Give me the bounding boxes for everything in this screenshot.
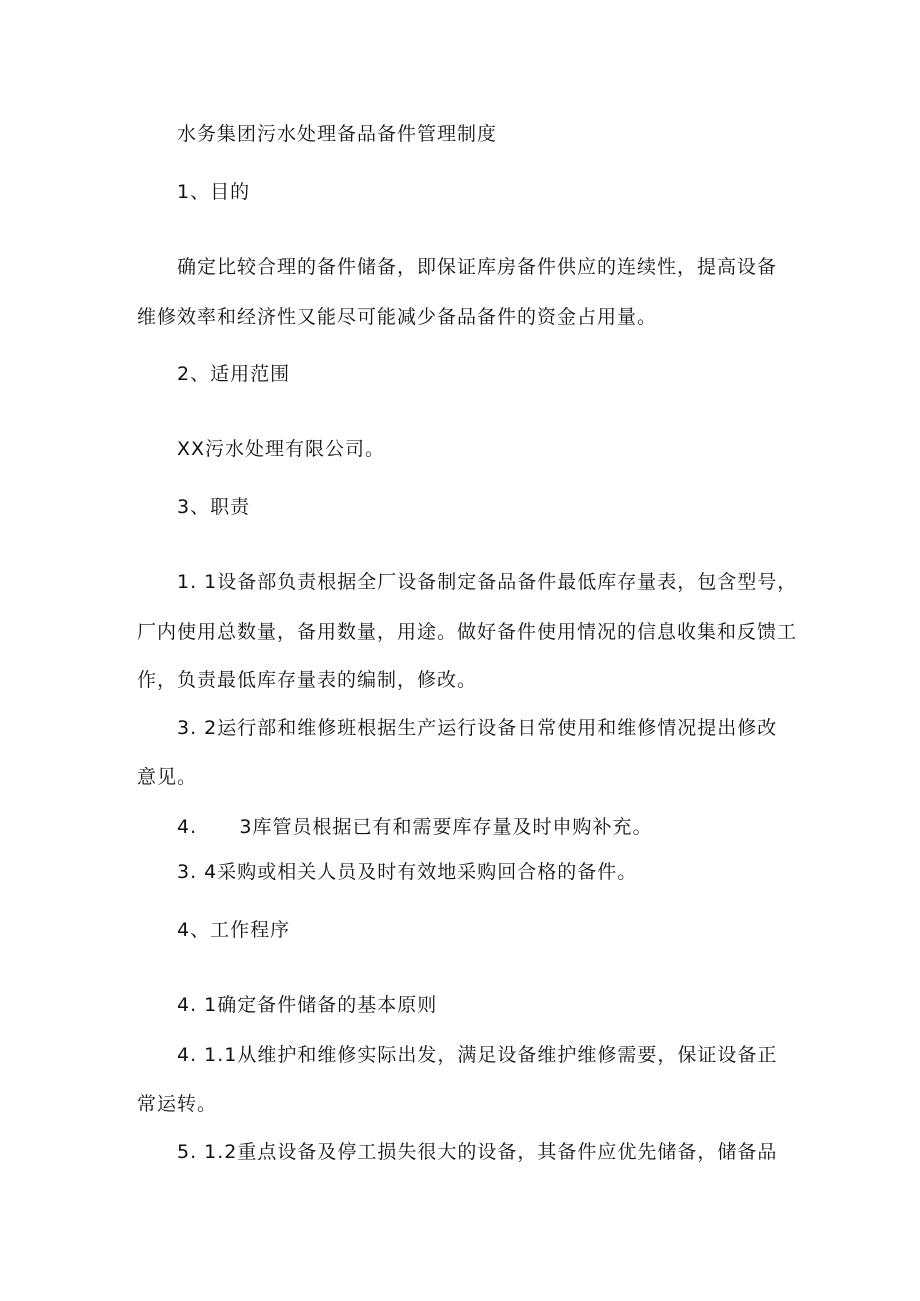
section-1-body-line-2: 维修效率和经济性又能尽可能减少备品备件的资金占用量。	[137, 306, 658, 328]
section-3-heading: 3、职责	[177, 496, 251, 518]
section-2-heading: 2、适用范围	[177, 363, 291, 385]
section-3-item-1-line-3: 作，负责最低库存量表的编制，修改。	[137, 669, 478, 691]
section-2-body: XX污水处理有限公司。	[177, 438, 386, 460]
section-4-sub-1-1-line-1: 4. 1.1从维护和维修实际出发，满足设备维护维修需要，保证设备正	[177, 1044, 778, 1066]
section-3-item-4: 3. 4采购或相关人员及时有效地采购回合格的备件。	[177, 861, 638, 883]
section-3-item-3: 4. 3库管员根据已有和需要库存量及时申购补充。	[177, 816, 653, 838]
section-1-heading: 1、目的	[177, 181, 251, 203]
section-1-body-line-1: 确定比较合理的备件储备，即保证库房备件供应的连续性，提高设备	[177, 256, 778, 278]
section-4-sub-1-2-line-1: 5. 1.2重点设备及停工损失很大的设备，其备件应优先储备，储备品	[177, 1141, 778, 1163]
document-title: 水务集团污水处理备品备件管理制度	[177, 123, 498, 145]
section-3-item-1-line-1: 1. 1设备部负责根据全厂设备制定备品备件最低库存量表，包含型号，	[177, 571, 798, 593]
section-4-heading: 4、工作程序	[177, 919, 291, 941]
section-4-sub-1-1-line-2: 常运转。	[137, 1093, 218, 1115]
section-3-item-2-line-2: 意见。	[137, 766, 198, 788]
section-4-sub-1: 4. 1确定备件储备的基本原则	[177, 994, 438, 1016]
section-3-item-2-line-1: 3. 2运行部和维修班根据生产运行设备日常使用和维修情况提出修改	[177, 717, 778, 739]
section-3-item-1-line-2: 厂内使用总数量，备用数量，用途。做好备件使用情况的信息收集和反馈工	[137, 621, 798, 643]
